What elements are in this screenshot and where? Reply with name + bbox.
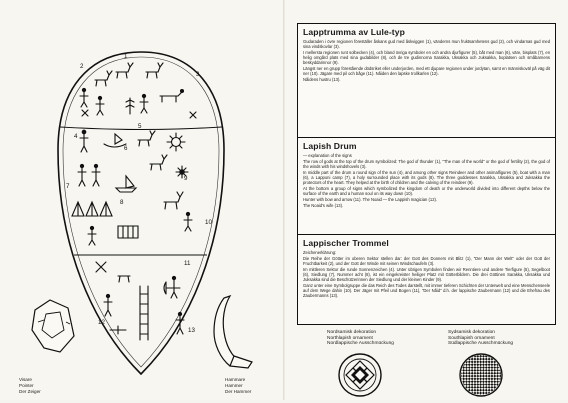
pointer-caption-german: Der Zeiger xyxy=(19,389,41,394)
reindeer-figure-4 xyxy=(138,131,155,146)
german-text-box xyxy=(297,234,556,325)
swedish-text-box xyxy=(297,23,556,139)
reindeer-figure-3 xyxy=(146,63,163,78)
pointer-caption-english: Pointer xyxy=(19,383,34,388)
boat-figure xyxy=(104,134,126,147)
english-heading: Lapish Drum xyxy=(303,141,357,151)
reindeer-figure-5 xyxy=(150,155,167,170)
north-ornament-label xyxy=(327,330,394,347)
lapp-camp-tent-3 xyxy=(100,202,112,216)
goddess-figure-2 xyxy=(92,164,100,186)
drum-figure-number: 5 xyxy=(138,123,142,130)
north-lapish-ornament xyxy=(327,330,394,403)
sun-symbol xyxy=(167,133,185,151)
hammer-caption xyxy=(225,377,251,395)
sailboat-figure xyxy=(116,176,136,192)
swedish-paragraph: Gudaraden i övre regionen föreställer åskans gud med åskviggen (1), vänderns mun fruktsamhetens gud (2), och vindarnas gud med sina vindskovlar (3). xyxy=(303,39,550,50)
drum-figure-number: 1 xyxy=(124,53,128,60)
reindeer-figure-1 xyxy=(95,71,112,86)
noaid-figure xyxy=(104,294,112,316)
hammer-caption-english: Hammer xyxy=(225,383,243,388)
human-figure-4 xyxy=(184,212,192,231)
english-paragraph: At the bottom a group of signs which symbolized the kingdom of death or the underworld divided into different depths below the surface of the earth and a human soul on its way down (10). xyxy=(303,186,550,197)
small-mark-1 xyxy=(82,110,88,116)
left-page xyxy=(0,0,283,400)
lapp-camp-tent-1 xyxy=(72,202,84,216)
hammer-caption-swedish: Hammare xyxy=(225,377,246,382)
english-paragraph: — explanation of the signs xyxy=(303,153,352,158)
south-ornament-circle xyxy=(458,352,504,398)
drum-figure-number: 10 xyxy=(205,219,212,226)
german-heading: Lappischer Trommel xyxy=(303,238,389,248)
drum-inner-outline xyxy=(63,57,219,367)
south-ornament-label-english: Southlapish ornament xyxy=(448,335,495,341)
god-figure-1 xyxy=(80,130,88,152)
south-ornament-label-german: Südlappische Ausschmückung xyxy=(448,341,514,347)
german-paragraph: Zeichenerklärung: xyxy=(303,250,337,255)
pointer-object xyxy=(32,300,74,352)
drum-figure-number: 3 xyxy=(196,71,200,78)
small-mark-2 xyxy=(190,112,196,118)
south-lapish-ornament xyxy=(448,330,513,403)
hunter-figure xyxy=(164,276,180,298)
drum-figure-number: 8 xyxy=(120,199,124,206)
goddess-figure-1 xyxy=(78,164,86,186)
reindeer-figure-2 xyxy=(116,63,133,78)
tree-figure xyxy=(126,98,134,114)
swedish-paragraph: I mellersta regionen runt solbecken (4), och bland övriga symboler en och andra djurfigurer (5), båt med man (6), väre, bisplats (7), en helig omgård plats med sina gudabilder (8), och de tre gudinnorna Sarakka, Uksakka och Juksakka, boplatsen och småbarnens beskyddarinnor (9). xyxy=(303,50,550,66)
drum-figure-number: 7 xyxy=(66,183,70,190)
ladder-figure xyxy=(140,286,148,340)
swedish-paragraph: Längst ner en grupp förestående dödsriket eller underjorden, med ett djupare regionen under jordytan, samt en människoväl på väg dit ner (10). Jägare med pil och båge (11). Nåiden den lapske trollkarlen (12). xyxy=(303,66,550,77)
drum-figure-number: 11 xyxy=(184,260,191,267)
sami-drum-illustration xyxy=(0,0,283,400)
north-ornament-label-german: Nordlappische Ausschmückung xyxy=(327,341,394,347)
german-paragraph: Ganz unter eine Symbolgruppe die das Reich des Todes darstellt, mit immer tieferen Schichten der Unterwelt und eine Menschenseele auf dem Wege dahin (10). Der Jäger mit Pfeil und Bogen (11), "Der Nåid" d.h. der lappische Zaubermann (12) und die Ehefrau des Zaubermanns (13). xyxy=(303,283,550,299)
english-text-box xyxy=(297,137,556,236)
middle-region-figures xyxy=(72,130,192,245)
underworld-figure-1 xyxy=(96,262,106,272)
underworld-mark xyxy=(110,326,126,334)
south-ornament-label-swedish: Sydsamisk dekoration xyxy=(448,330,495,335)
swedish-heading: Lapptrumma av Lule-typ xyxy=(303,27,405,37)
hammer-object xyxy=(214,296,252,368)
drum-figure-number: 2 xyxy=(80,63,84,70)
north-ornament-label-swedish: Nordsamisk dekoration xyxy=(327,330,377,335)
german-paragraph: Im mittleren Sektor die runde Sonnenzeichen (4). Unter übrigen Symbolen finden wir Renntiere und andere Tierfigure (5), Segelboot (6), Siedlung (7), Nummer acht (8), ist ein eingekreister heiliger Platz mit Götterbildern. Die drei Göttinen Sarakka, Uksakka und Juksakka sind die Beschützerinnen der Siedlung und der kleinen Kinder (9). xyxy=(303,267,550,283)
drum-figure-number: 6 xyxy=(124,145,128,152)
english-paragraph: In middle part of the drum a round sign of the sun (4), and among other signs Reindeer and other animalfigures (5), boat with a man (6), a Lapponi camp (7), a holy surrounded place with its gods (8). The three goddesses Sarakka, Uksakka and Juksakka the protectors of the heart. They helped at the birth of children and the calving of the reindeer (9). xyxy=(303,170,550,186)
north-ornament-label-english: Northlapish ornament xyxy=(327,335,373,341)
swedish-paragraph: Nåidens hustru (13). xyxy=(303,77,341,83)
upper-region-figures xyxy=(80,63,196,118)
noaid-wife-figure xyxy=(176,312,184,334)
holy-place-figure xyxy=(118,226,138,238)
human-figure-2 xyxy=(96,96,104,115)
lapp-camp-tent-2 xyxy=(86,202,98,216)
hammer-caption-german: Der Hammer xyxy=(225,389,252,394)
human-figure-5 xyxy=(88,226,96,245)
pointer-caption-swedish: Visare xyxy=(19,377,32,382)
english-paragraph: The Noaid's wife (13). xyxy=(303,203,344,209)
underworld-figure-2 xyxy=(118,276,130,282)
drum-figure-number: 13 xyxy=(188,327,195,334)
reindeer-figure-6 xyxy=(164,192,183,209)
english-paragraph: The row of gods at the top of the drum symbolized: The god of thunder (1), "The man of the world" or the god of fertility (2), the god of the winds with his windshovels (3). xyxy=(303,159,550,170)
german-paragraph: Die Reihe der Götter im oberen Sektor stellen dar: der Gott des Donners mit Blitz (1), "Der Mann der Welt" oder der Gott der Fruchtbarkeit (2), und der Gott der Winde mit seinen Windschaufeln (3). xyxy=(303,256,550,267)
bear-figure xyxy=(160,90,184,103)
english-paragraph: Hunter with bow and arrow (11). The Noaid — the Lappish magician (12). xyxy=(303,197,438,203)
drum-figure-number: 4 xyxy=(74,133,78,140)
human-figure-1 xyxy=(80,88,88,107)
south-ornament-label xyxy=(448,330,513,347)
right-page xyxy=(285,0,568,400)
north-ornament-circle xyxy=(337,352,383,398)
human-figure-3 xyxy=(140,94,148,113)
drum-figure-number: 9 xyxy=(184,175,188,182)
drum-figure-number: 12 xyxy=(98,319,105,326)
pointer-caption xyxy=(19,377,41,395)
